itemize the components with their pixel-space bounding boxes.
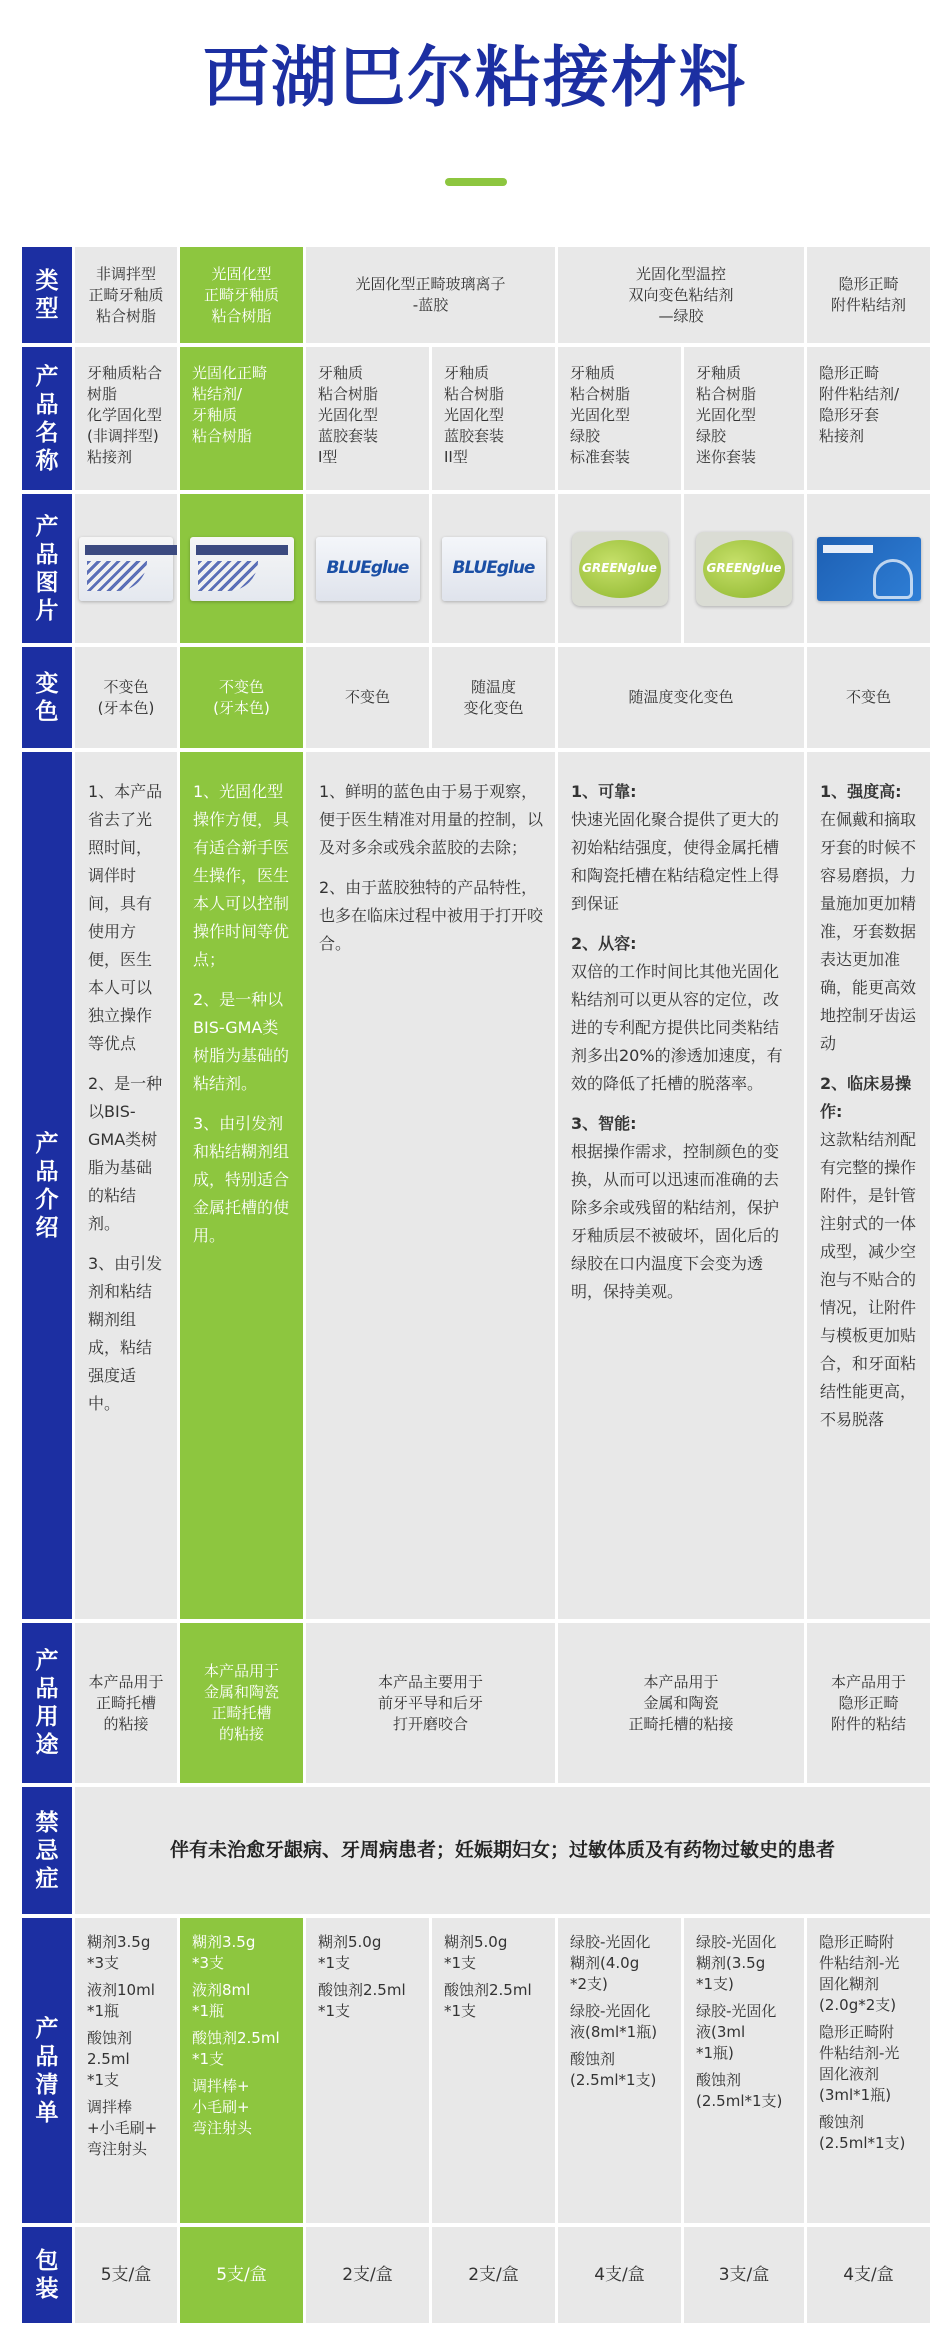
intro-paragraph: 快速光固化聚合提供了更大的初始粘结强度，使得金属托槽和陶瓷托槽在粘结稳定性上得到保证 <box>571 810 780 913</box>
contents-item: 糊剂5.0g *1支 <box>318 1933 382 1972</box>
product-name-cell: 牙釉质粘合 树脂 化学固化型 (非调拌型) 粘接剂 <box>75 347 177 490</box>
intro-heading: 3、智能: <box>571 1114 637 1133</box>
contents-cell <box>75 1918 177 2223</box>
product-image-cell <box>684 494 804 643</box>
contents-item: 绿胶-光固化 液(8ml*1瓶) <box>570 2002 658 2041</box>
intro-paragraph: 2、是一种以BIS-GMA类树脂为基础的粘结剂。 <box>88 1074 163 1233</box>
contents-item: 酸蚀剂 (2.5ml*1支) <box>696 2071 783 2110</box>
row-header-type: 类型 <box>22 247 72 343</box>
packaging-cell: 5支/盒 <box>180 2227 303 2323</box>
intro-paragraph: 3、由引发剂和粘结糊剂组成，粘结强度适中。 <box>88 1254 163 1413</box>
intro-cell <box>75 752 177 1619</box>
product-name-cell: 牙釉质 粘合树脂 光固化型 蓝胶套装 II型 <box>432 347 555 490</box>
intro-heading: 2、从容: <box>571 934 637 953</box>
product-image-cell <box>306 494 429 643</box>
product-name-cell: 牙釉质 粘合树脂 光固化型 蓝胶套装 I型 <box>306 347 429 490</box>
intro-heading: 1、强度高: <box>820 782 902 801</box>
aligner-box-icon <box>817 537 921 601</box>
packaging-cell: 3支/盒 <box>684 2227 804 2323</box>
product-comparison-table <box>22 247 935 2335</box>
intro-cell <box>180 752 303 1619</box>
usage-cell: 本产品用于 正畸托槽 的粘接 <box>75 1623 177 1783</box>
contents-item: 隐形正畸附 件粘结剂-光 固化液剂 (3ml*1瓶) <box>819 2023 900 2104</box>
usage-cell: 本产品用于 金属和陶瓷 正畸托槽 的粘接 <box>180 1623 303 1783</box>
product-name-cell: 牙釉质 粘合树脂 光固化型 绿胶 标准套装 <box>558 347 681 490</box>
contents-item: 调拌棒+ 小毛刷+ 弯注射头 <box>192 2077 253 2137</box>
page-title: 西湖巴尔粘接材料 <box>203 39 747 116</box>
row-header-contraindication: 禁忌症 <box>22 1787 72 1914</box>
intro-paragraph: 1、光固化型操作方便，具有适合新手医生操作，医生本人可以控制操作时间等优点； <box>193 782 290 969</box>
product-image-cell <box>558 494 681 643</box>
packaging-cell: 4支/盒 <box>558 2227 681 2323</box>
contraindication-cell: 伴有未治愈牙龈病、牙周病患者；妊娠期妇女；过敏体质及有药物过敏史的患者 <box>75 1787 930 1914</box>
color-change-cell: 不变色 <box>306 647 429 748</box>
contents-item: 绿胶-光固化 糊剂(4.0g *2支) <box>570 1933 651 1993</box>
contents-cell <box>180 1918 303 2223</box>
row-header-color: 变色 <box>22 647 72 748</box>
intro-paragraph: 3、由引发剂和粘结糊剂组成，特别适合金属托槽的使用。 <box>193 1114 290 1245</box>
product-image-cell <box>807 494 930 643</box>
packaging-cell: 4支/盒 <box>807 2227 930 2323</box>
contents-item: 酸蚀剂2.5ml *1支 <box>192 2029 280 2068</box>
contents-item: 绿胶-光固化 液(3ml *1瓶) <box>696 2002 777 2062</box>
product-box-white-icon <box>79 537 173 601</box>
type-cell: 隐形正畸 附件粘结剂 <box>807 247 930 343</box>
usage-cell: 本产品主要用于 前牙平导和后牙 打开磨咬合 <box>306 1623 555 1783</box>
row-header-contents: 产品清单 <box>22 1918 72 2223</box>
blue-glue-box-icon: BLUEglue <box>442 537 546 601</box>
green-glue-case-icon: GREENglue <box>696 532 792 606</box>
usage-cell: 本产品用于 金属和陶瓷 正畸托槽的粘接 <box>558 1623 804 1783</box>
intro-paragraph: 在佩戴和摘取牙套的时候不容易磨损，力量施加更加精准，牙套数据表达更加准确，能更高效地控制牙齿运动 <box>820 810 917 1053</box>
contents-item: 酸蚀剂 (2.5ml*1支) <box>570 2050 657 2089</box>
intro-paragraph: 2、是一种以BIS-GMA类树脂为基础的粘结剂。 <box>193 990 290 1093</box>
contents-item: 糊剂3.5g *3支 <box>192 1933 256 1972</box>
contents-cell <box>684 1918 804 2223</box>
intro-paragraph: 2、由于蓝胶独特的产品特性，也多在临床过程中被用于打开咬合。 <box>319 878 544 953</box>
product-box-white-icon <box>190 537 294 601</box>
row-header-intro: 产品介绍 <box>22 752 72 1619</box>
intro-paragraph: 根据操作需求，控制颜色的变换，从而可以迅速而准确的去除多余或残留的粘结剂，保护牙釉质层不被破坏，固化后的绿胶在口内温度下会变为透明，保持美观。 <box>571 1142 780 1301</box>
packaging-cell: 2支/盒 <box>432 2227 555 2323</box>
blue-glue-box-icon: BLUEglue <box>316 537 420 601</box>
product-name-cell: 光固化正畸 粘结剂/ 牙釉质 粘合树脂 <box>180 347 303 490</box>
contents-cell <box>432 1918 555 2223</box>
packaging-cell: 5支/盒 <box>75 2227 177 2323</box>
contents-item: 糊剂5.0g *1支 <box>444 1933 508 1972</box>
green-glue-case-icon: GREENglue <box>572 532 668 606</box>
contents-item: 液剂10ml *1瓶 <box>87 1981 155 2020</box>
contents-cell <box>306 1918 429 2223</box>
color-change-cell: 随温度 变化变色 <box>432 647 555 748</box>
row-header-usage: 产品用途 <box>22 1623 72 1783</box>
color-change-cell: 不变色 <box>807 647 930 748</box>
intro-paragraph: 这款粘结剂配有完整的操作附件，是针管注射式的一体成型，减少空泡与不贴合的情况，让附件与模板更加贴合，和牙面粘结性能更高，不易脱落 <box>820 1130 917 1429</box>
intro-cell <box>558 752 804 1619</box>
type-cell: 光固化型正畸玻璃离子 -蓝胶 <box>306 247 555 343</box>
contents-item: 隐形正畸附 件粘结剂-光 固化糊剂 (2.0g*2支) <box>819 1933 900 2014</box>
row-header-packaging: 包装 <box>22 2227 72 2323</box>
usage-cell: 本产品用于 隐形正畸 附件的粘结 <box>807 1623 930 1783</box>
contents-cell <box>807 1918 930 2223</box>
type-cell: 光固化型 正畸牙釉质 粘合树脂 <box>180 247 303 343</box>
product-name-cell: 隐形正畸 附件粘结剂/ 隐形牙套 粘接剂 <box>807 347 930 490</box>
color-change-cell: 不变色 (牙本色) <box>180 647 303 748</box>
intro-heading: 1、可靠: <box>571 782 637 801</box>
contents-item: 酸蚀剂 (2.5ml*1支) <box>819 2113 906 2152</box>
intro-cell <box>807 752 930 1619</box>
contents-cell <box>558 1918 681 2223</box>
intro-paragraph: 1、本产品省去了光照时间，调伴时间，具有使用方便，医生本人可以独立操作等优点 <box>88 782 163 1053</box>
contents-item: 酸蚀剂2.5ml *1支 <box>444 1981 532 2020</box>
color-change-cell: 随温度变化变色 <box>558 647 804 748</box>
intro-heading: 2、临床易操作: <box>820 1074 912 1121</box>
product-image-cell <box>432 494 555 643</box>
product-image-cell <box>75 494 177 643</box>
intro-paragraph: 1、鲜明的蓝色由于易于观察，便于医生精准对用量的控制，以及对多余或残余蓝胶的去除； <box>319 782 544 857</box>
contents-item: 酸蚀剂2.5ml *1支 <box>87 2029 133 2089</box>
contents-item: 调拌棒 +小毛刷+ 弯注射头 <box>87 2098 158 2158</box>
packaging-cell: 2支/盒 <box>306 2227 429 2323</box>
contents-item: 酸蚀剂2.5ml *1支 <box>318 1981 406 2020</box>
product-image-cell <box>180 494 303 643</box>
row-header-image: 产品图片 <box>22 494 72 643</box>
contents-item: 绿胶-光固化 糊剂(3.5g *1支) <box>696 1933 777 1993</box>
color-change-cell: 不变色 (牙本色) <box>75 647 177 748</box>
type-cell: 光固化型温控 双向变色粘结剂 —绿胶 <box>558 247 804 343</box>
intro-cell <box>306 752 555 1619</box>
contents-item: 糊剂3.5g *3支 <box>87 1933 151 1972</box>
row-header-name: 产品名称 <box>22 347 72 490</box>
contents-item: 液剂8ml *1瓶 <box>192 1981 251 2020</box>
intro-paragraph: 双倍的工作时间比其他光固化粘结剂可以更从容的定位，改进的专利配方提供比同类粘结剂多出20%的渗透加速度，有效的降低了托槽的脱落率。 <box>571 962 783 1093</box>
product-name-cell: 牙釉质 粘合树脂 光固化型 绿胶 迷你套装 <box>684 347 804 490</box>
type-cell: 非调拌型 正畸牙釉质 粘合树脂 <box>75 247 177 343</box>
title-underline <box>445 178 507 186</box>
